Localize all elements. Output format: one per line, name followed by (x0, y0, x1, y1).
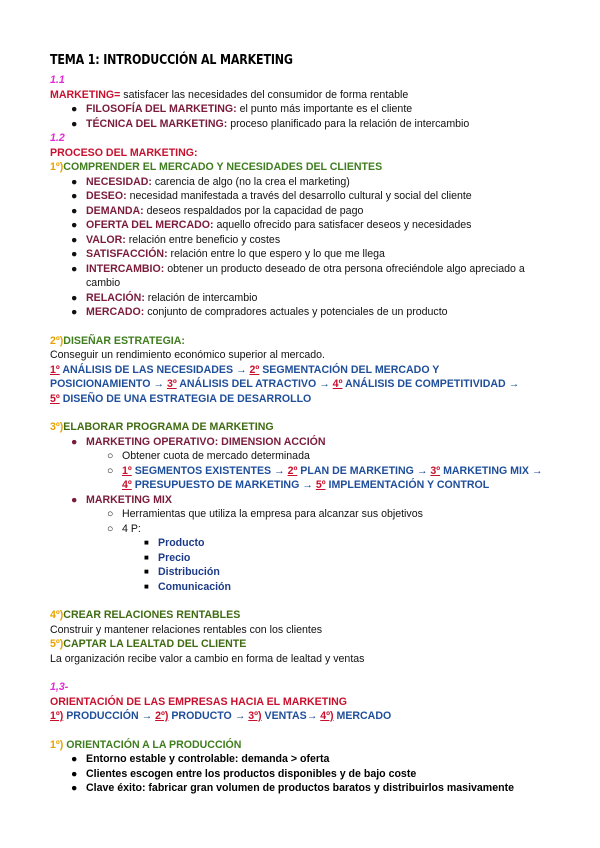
item-text: Clave éxito: fabricar gran volumen de productos baratos y distribuirlos masivamente (86, 782, 514, 794)
marketing-label: MARKETING= (50, 88, 121, 101)
list-item (50, 464, 550, 479)
chain-n1: 1º) (50, 710, 64, 722)
item-text: proceso planificado para la relación de intercambio (227, 117, 470, 130)
bullet-icon: ● (71, 291, 78, 304)
step4-title: CREAR RELACIONES RENTABLES (63, 609, 241, 621)
section-number-1-2: 1.2 (50, 132, 65, 144)
bullet-icon: ● (71, 219, 78, 231)
step2-title: DISEÑAR ESTRATEGIA: (63, 334, 185, 347)
strategy-t5: DISEÑO DE UNA ESTRATEGIA DE DESARROLLO (59, 392, 312, 405)
op-chain-n1: 1º (122, 464, 132, 477)
list-item (50, 522, 550, 537)
strategy-n1: 1º (50, 363, 60, 376)
item-label: FILOSOFÍA DEL MARKETING: (86, 103, 237, 115)
circle-bullet-icon: ○ (107, 464, 114, 477)
bullet-icon: ● (71, 103, 78, 115)
bullet-icon: ● (71, 204, 78, 217)
list-item (50, 781, 550, 796)
orientation-heading: ORIENTACIÓN DE LAS EMPRESAS HACIA EL MARKETING (50, 695, 348, 708)
list-item (50, 305, 550, 320)
step4-text: Construir y mantener relaciones rentables con los clientes (50, 623, 323, 636)
chain-n3: 3º) (248, 710, 262, 722)
square-bullet-icon: ■ (144, 552, 149, 562)
step3-list (50, 435, 550, 595)
chain-n4: 4º) (320, 710, 334, 722)
list-item (50, 536, 550, 551)
op-chain-n5: 5º (315, 479, 326, 491)
list-item (50, 507, 550, 522)
item-text: obtener un producto deseado de otra persona ofreciéndole algo apreciado a (164, 262, 525, 275)
chain-t4: MERCADO (333, 710, 392, 722)
strategy-n5: 5º (50, 392, 60, 405)
list-item (50, 102, 550, 117)
list-item (50, 262, 550, 277)
list-item (50, 551, 550, 566)
four-p-item: Comunicación (158, 580, 231, 593)
mix-sub2: 4 P: (122, 522, 141, 535)
production-title: ORIENTACIÓN A LA PRODUCCIÓN (63, 738, 242, 751)
production-list (50, 752, 550, 796)
step2-number: 2º) (50, 334, 64, 347)
op-sub1: Obtener cuota de mercado determinada (122, 450, 310, 462)
item-text: deseos respaldados por la capacidad de pago (143, 204, 364, 217)
item-label: MERCADO: (86, 306, 145, 318)
marketing-list (50, 102, 550, 131)
item-label: SATISFACCIÓN: (86, 248, 168, 260)
strategy-n4: 4º (332, 378, 343, 390)
op-chain-t2: PLAN DE MARKETING → (297, 464, 431, 477)
list-item-continuation (50, 276, 550, 291)
list-item (50, 493, 550, 508)
strategy-t1: ANÁLISIS DE LAS NECESIDADES → (59, 363, 250, 376)
square-bullet-icon: ■ (144, 538, 149, 547)
list-item (50, 233, 550, 248)
item-label: NECESIDAD: (86, 175, 152, 188)
list-item-continuation (50, 478, 550, 493)
list-item (50, 175, 550, 190)
item-label: RELACIÓN: (86, 291, 145, 304)
step1-heading (50, 160, 550, 175)
step1-title: COMPRENDER EL MERCADO Y NECESIDADES DEL CLIENTES (63, 161, 383, 173)
item-text: conjunto de compradores actuales y potenciales de un producto (144, 306, 448, 318)
production-number: 1º) (50, 738, 64, 751)
item-label: INTERCAMBIO: (86, 262, 165, 275)
op-chain-n3: 3º (430, 464, 441, 477)
item-text: el punto más importante es el cliente (236, 103, 413, 115)
square-bullet-icon: ■ (144, 581, 149, 591)
chain-t3: VENTAS→ (261, 710, 321, 722)
chain-t2: PRODUCTO → (168, 710, 249, 722)
production-heading (50, 738, 550, 753)
list-item (50, 189, 550, 204)
step5-text: La organización recibe valor a cambio en forma de lealtad y ventas (50, 652, 365, 665)
chain-t1: PRODUCCIÓN → (63, 710, 156, 722)
list-item (50, 580, 550, 595)
list-item (50, 204, 550, 219)
list-item (50, 449, 550, 464)
circle-bullet-icon: ○ (107, 450, 114, 462)
step1-number: 1º) (50, 161, 64, 173)
bullet-icon: ● (71, 435, 78, 448)
step5-title: CAPTAR LA LEALTAD DEL CLIENTE (63, 638, 247, 650)
item-text: relación de intercambio (144, 291, 258, 304)
strategy-n2: 2º (249, 363, 260, 376)
list-item (50, 752, 550, 767)
bullet-icon: ● (71, 248, 78, 260)
list-item (50, 767, 550, 782)
strategy-t3: ANÁLISIS DEL ATRACTIVO → (176, 378, 333, 390)
strategy-t2: SEGMENTACIÓN DEL MERCADO Y (259, 363, 440, 376)
item-label: VALOR: (86, 233, 126, 246)
mix-sub1: Herramientas que utiliza la empresa para alcanzar sus objetivos (122, 508, 423, 520)
document-title: TEMA 1: INTRODUCCIÓN AL MARKETING (50, 52, 293, 68)
op-chain-t3: MARKETING MIX → (440, 464, 543, 477)
chain-n2: 2º) (155, 710, 169, 722)
bullet-icon: ● (71, 117, 78, 130)
step3-number: 3º) (50, 421, 64, 433)
section-number-1-3: 1,3- (50, 681, 69, 693)
step4-heading (50, 608, 550, 623)
item-text: necesidad manifestada a través del desarrollo cultural y social del cliente (126, 190, 472, 202)
strategy-chain-line3 (50, 392, 550, 407)
section-number-1-1: 1.1 (50, 74, 65, 86)
bullet-icon: ● (71, 753, 78, 765)
bullet-icon: ● (71, 233, 78, 246)
marketing-operativo-label: MARKETING OPERATIVO: DIMENSION ACCIÓN (86, 435, 326, 448)
step4-number: 4º) (50, 609, 64, 621)
item-text: aquello ofrecido para satisfacer deseos y necesidades (213, 219, 472, 231)
marketing-text: satisfacer las necesidades del consumidor de forma rentable (120, 88, 409, 101)
strategy-t4: ANÁLISIS DE COMPETITIVIDAD → (342, 378, 520, 390)
process-heading: PROCESO DEL MARKETING: (50, 146, 198, 159)
step3-title: ELABORAR PROGRAMA DE MARKETING (63, 421, 274, 433)
list-item (50, 247, 550, 262)
strategy-chain-line1 (50, 363, 550, 378)
four-p-item: Producto (158, 537, 205, 549)
op-chain-t1: SEGMENTOS EXISTENTES → (131, 464, 288, 477)
strategy-chain-line2 (50, 377, 550, 392)
circle-bullet-icon: ○ (107, 508, 114, 520)
item-label: TÉCNICA DEL MARKETING: (86, 117, 228, 130)
item-label: DEMANDA: (86, 204, 144, 217)
four-p-item: Precio (158, 551, 191, 564)
op-chain-t4: PRESUPUESTO DE MARKETING → (131, 479, 316, 491)
op-chain-n2: 2º (287, 464, 298, 477)
step5-number: 5º) (50, 638, 64, 650)
bullet-icon: ● (71, 306, 78, 318)
orientation-chain (50, 709, 550, 724)
bullet-icon: ● (71, 782, 78, 794)
bullet-icon: ● (71, 190, 78, 202)
item-text: carencia de algo (no la crea el marketing) (151, 175, 350, 188)
item-text: Clientes escogen entre los productos disponibles y de bajo coste (86, 767, 417, 780)
bullet-icon: ● (71, 493, 78, 506)
step2-text: Conseguir un rendimiento económico superior al mercado. (50, 349, 325, 361)
bullet-icon: ● (71, 175, 78, 188)
square-bullet-icon: ■ (144, 567, 149, 576)
item-text: Entorno estable y controlable: demanda > oferta (86, 753, 330, 765)
step1-list (50, 175, 550, 320)
four-p-item: Distribución (158, 566, 220, 578)
circle-bullet-icon: ○ (107, 522, 114, 535)
list-item (50, 565, 550, 580)
marketing-definition (50, 88, 550, 103)
op-chain-n4: 4º (122, 479, 132, 491)
list-item (50, 117, 550, 132)
op-chain-t5: IMPLEMENTACIÓN Y CONTROL (325, 479, 490, 491)
item-label: DESEO: (86, 190, 127, 202)
strategy-t2b: POSICIONAMIENTO → (50, 378, 167, 390)
item-text: relación entre lo que espero y lo que me llega (167, 248, 385, 260)
bullet-icon: ● (71, 262, 78, 275)
item-label: OFERTA DEL MERCADO: (86, 219, 214, 231)
strategy-n3: 3º (166, 378, 177, 390)
step3-heading (50, 420, 550, 435)
list-item (50, 435, 550, 450)
list-item (50, 291, 550, 306)
marketing-mix-label: MARKETING MIX (86, 493, 172, 506)
item-text: cambio (86, 277, 121, 289)
item-text: relación entre beneficio y costes (125, 233, 281, 246)
step2-heading (50, 334, 550, 349)
list-item (50, 218, 550, 233)
step5-heading (50, 637, 550, 652)
bullet-icon: ● (71, 767, 78, 780)
